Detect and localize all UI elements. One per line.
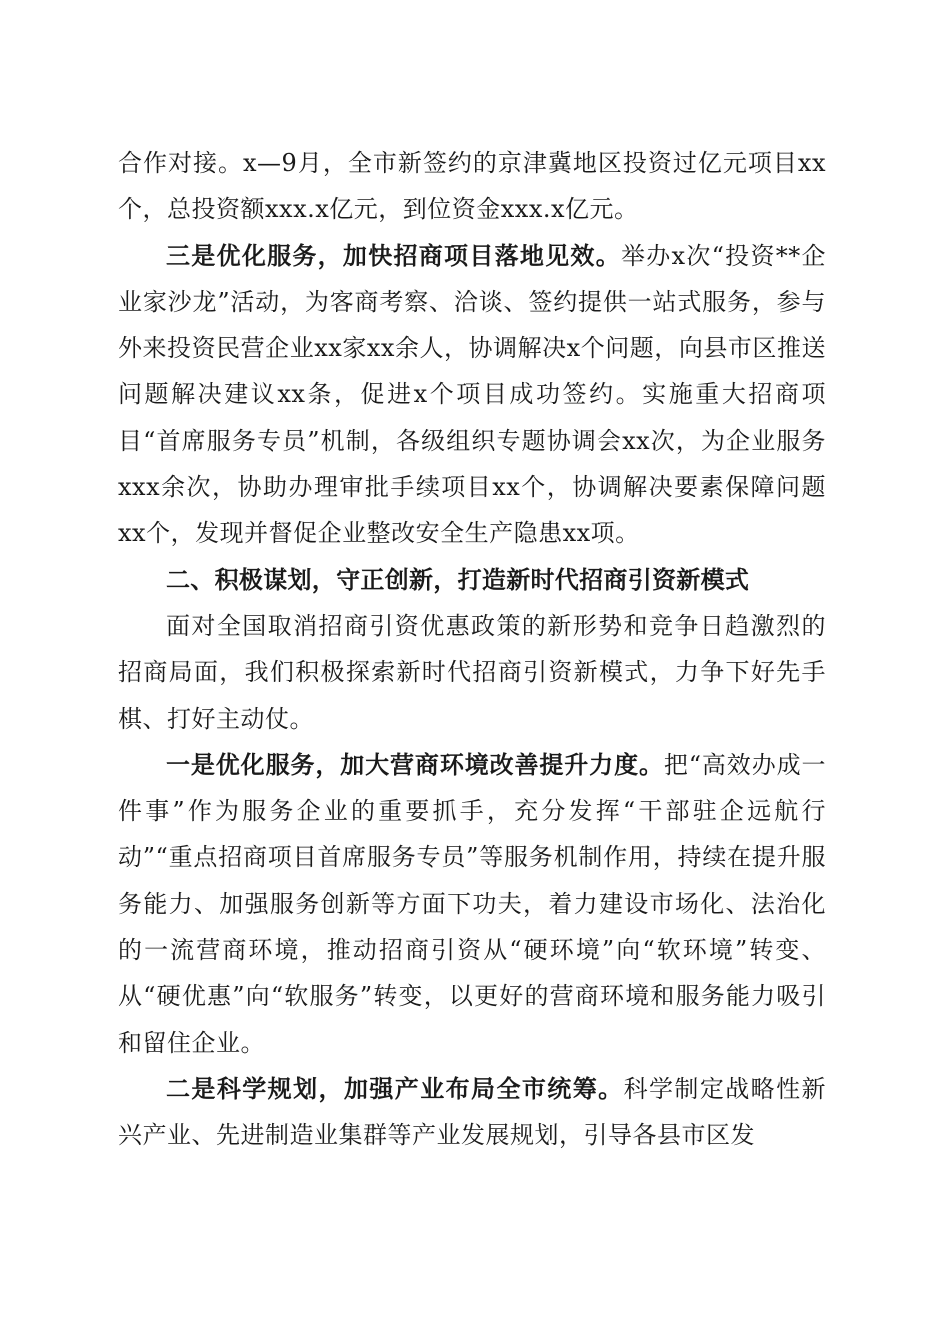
paragraph-continuation <box>118 140 826 233</box>
paragraph-lead: 三是优化服务，加快招商项目落地见效。 <box>166 240 621 270</box>
paragraph-lead: 二是科学规划，加强产业布局全市统筹。 <box>166 1073 624 1103</box>
paragraph-planning <box>118 1066 826 1159</box>
paragraph-body: 科学制定战略性新兴产业、先进制造业集群等产业发展规划，引导各县市区发 <box>118 1074 827 1150</box>
paragraph-optimize-service-1 <box>118 233 826 557</box>
paragraph-lead: 一是优化服务，加大营商环境改善提升力度。 <box>166 749 664 779</box>
paragraph-body: 合作对接。x—9月，全市新签约的京津冀地区投资过亿元项目xx个，总投资额xxx.x亿元，到位资金xxx.x亿元。 <box>118 149 826 224</box>
document-body <box>118 140 826 1159</box>
section-heading-2: 二、积极谋划，守正创新，打造新时代招商引资新模式 <box>166 565 750 594</box>
paragraph-optimize-service-2 <box>118 742 826 1066</box>
paragraph-body: 面对全国取消招商引资优惠政策的新形势和竞争日趋激烈的招商局面，我们积极探索新时代招商引资新模式，力争下好先手棋、打好主动仗。 <box>118 611 826 733</box>
paragraph-body: 举办x次“投资**企业家沙龙”活动，为客商考察、洽谈、签约提供一站式服务，参与外来投资民营企业xx家xx余人，协调解决x个问题，向县市区推送问题解决建议xx条，促进x个项目成功签约。实施重大招商项目“首席服务专员”机制，各级组织专题协调会xx次，为企业服务xxx余次，协助办理审批手续项目xx个，协调解决要素保障问题xx个，发现并督促企业整改安全生产隐患xx项。 <box>118 241 827 548</box>
paragraph-body: 把“高效办成一件事”作为服务企业的重要抓手，充分发挥“干部驻企远航行动”“重点招商项目首席服务专员”等服务机制作用，持续在提升服务能力、加强服务创新等方面下功夫，着力建设市场化、法治化的一流营商环境，推动招商引资从“硬环境”向“软环境”转变、从“硬优惠”向“软服务”转变，以更好的营商环境和服务能力吸引和留住企业。 <box>118 750 826 1057</box>
paragraph-intro <box>118 603 826 742</box>
